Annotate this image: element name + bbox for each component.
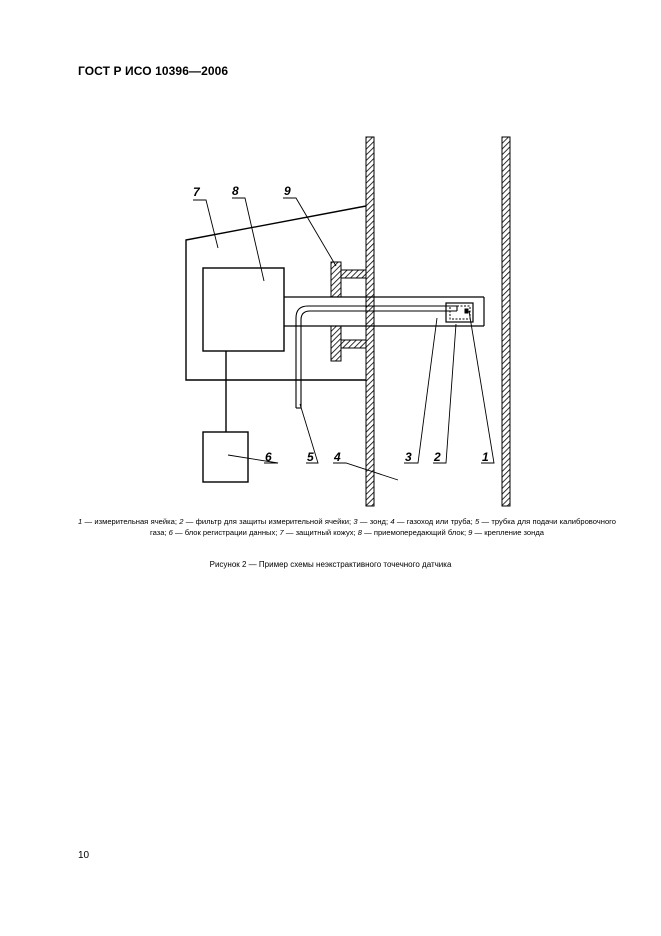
callout-7: 7 <box>193 185 200 199</box>
page-number: 10 <box>78 850 90 861</box>
legend-item: 2 — фильтр для защиты измерительной ячейки; <box>179 517 354 526</box>
legend-item: 8 — приемопередающий блок; <box>357 528 469 537</box>
callout-5: 5 <box>307 450 314 464</box>
callout-9: 9 <box>284 184 291 198</box>
transceiver-unit <box>203 268 284 351</box>
legend-item: 1 — измерительная ячейка; <box>78 517 180 526</box>
callout-4: 4 <box>334 450 341 464</box>
document-header: ГОСТ Р ИСО 10396—2006 <box>78 64 229 78</box>
figure-legend <box>78 516 616 538</box>
callout-3: 3 <box>405 450 412 464</box>
callout-1: 1 <box>482 450 489 464</box>
legend-item: 9 — крепление зонда <box>468 528 544 537</box>
figure-caption: Рисунок 2 — Пример схемы неэкстрактивного точечного датчика <box>209 560 452 569</box>
callout-8: 8 <box>232 184 239 198</box>
legend-item: 6 — блок регистрации данных; <box>168 528 280 537</box>
calibration-tube <box>296 306 457 408</box>
callout-6: 6 <box>265 450 272 464</box>
legend-item: 4 — газоход или труба; <box>390 517 475 526</box>
legend-item: 3 — зонд; <box>353 517 391 526</box>
legend-item: 7 — защитный кожух; <box>279 528 358 537</box>
callout-2: 2 <box>434 450 441 464</box>
legend-item: 5 — трубка для подачи калибровочного газа; <box>149 517 616 537</box>
